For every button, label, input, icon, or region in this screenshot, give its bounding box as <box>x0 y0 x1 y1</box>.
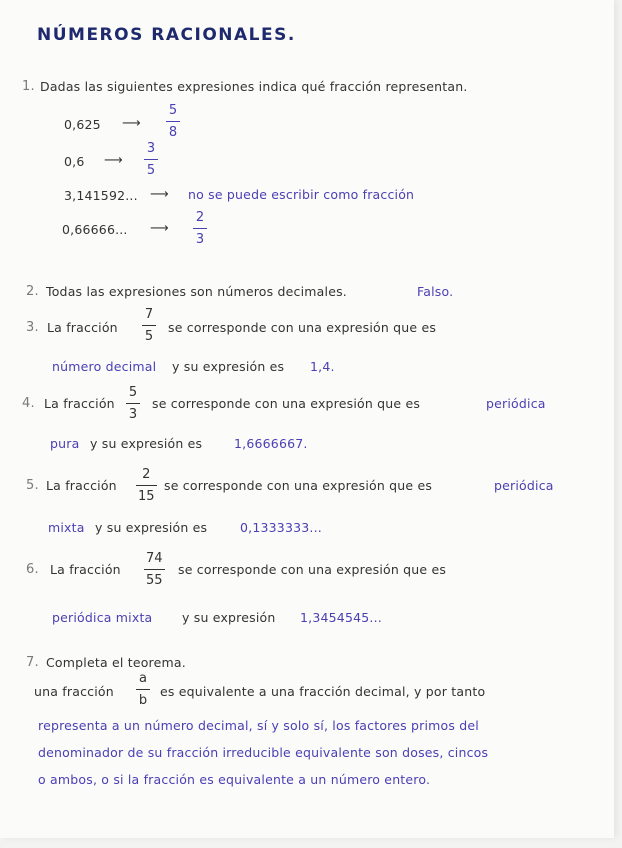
question-6-value: 1,3454545... <box>300 610 382 625</box>
question-2-number: 2. <box>26 284 39 299</box>
question-6-mid: y su expresión <box>182 610 276 625</box>
arrow-icon: ⟶ <box>150 187 169 202</box>
question-5-mid: y su expresión es <box>95 520 208 535</box>
question-3-type: número decimal <box>52 359 157 374</box>
question-4-type-a: periódica <box>486 396 546 411</box>
decimal-2: 0,6 <box>64 154 85 169</box>
question-4-mid: y su expresión es <box>90 436 203 451</box>
fraction-numerator: a <box>139 671 147 686</box>
fraction-answer-1 <box>166 103 180 140</box>
fraction-answer-2 <box>144 141 158 178</box>
question-4-rest: se corresponde con una expresión que es <box>152 396 421 411</box>
question-4-lead: La fracción <box>44 396 115 411</box>
question-7-prompt: Completa el teorema. <box>46 655 186 670</box>
fraction-denominator: 15 <box>138 489 155 504</box>
question-2-text: Todas las expresiones son números decimales. <box>46 284 347 299</box>
theorem-line-4: o ambos, o si la fracción es equivalente a un número entero. <box>38 772 431 787</box>
decimal-1: 0,625 <box>64 117 101 132</box>
question-6-fraction <box>144 551 165 588</box>
question-6-type: periódica mixta <box>52 610 153 625</box>
page-title: NÚMEROS RACIONALES. <box>37 25 296 45</box>
question-5-fraction <box>136 467 157 504</box>
question-4-number: 4. <box>22 396 35 411</box>
decimal-4: 0,66666... <box>62 222 128 237</box>
question-2-answer: Falso. <box>417 284 454 299</box>
decimal-3: 3,141592... <box>64 188 138 203</box>
question-1-number: 1. <box>22 79 35 94</box>
fraction-numerator: 3 <box>146 141 156 156</box>
question-4-value: 1,6666667. <box>234 436 308 451</box>
question-5-number: 5. <box>26 478 39 493</box>
theorem-line-1b: es equivalente a una fracción decimal, y por tanto <box>160 684 486 699</box>
fraction-numerator: 5 <box>168 103 178 118</box>
question-6-rest: se corresponde con una expresión que es <box>178 562 447 577</box>
theorem-line-3: denominador de su fracción irreducible equivalente son doses, cincos <box>38 745 489 760</box>
fraction-answer-4 <box>193 210 207 247</box>
question-3-mid: y su expresión es <box>172 359 285 374</box>
question-6-lead: La fracción <box>50 562 121 577</box>
fraction-denominator: 5 <box>146 163 156 178</box>
fraction-denominator: 8 <box>168 125 178 140</box>
question-4-type-b: pura <box>50 436 80 451</box>
fraction-denominator: b <box>138 693 148 708</box>
question-5-rest: se corresponde con una expresión que es <box>164 478 433 493</box>
question-3-lead: La fracción <box>47 320 118 335</box>
question-3-fraction <box>142 307 156 344</box>
question-7-number: 7. <box>26 655 39 670</box>
arrow-icon: ⟶ <box>122 116 141 131</box>
fraction-numerator: 2 <box>195 210 205 225</box>
theorem-fraction <box>136 671 150 708</box>
question-5-lead: La fracción <box>46 478 117 493</box>
fraction-numerator: 2 <box>142 467 151 482</box>
question-3-value: 1,4. <box>310 359 335 374</box>
theorem-line-2: representa a un número decimal, sí y solo sí, los factores primos del <box>38 718 479 733</box>
fraction-denominator: 3 <box>128 407 138 422</box>
fraction-numerator: 7 <box>144 307 154 322</box>
fraction-denominator: 3 <box>195 232 205 247</box>
fraction-denominator: 55 <box>146 573 163 588</box>
theorem-line-1a: una fracción <box>34 684 114 699</box>
question-5-type-b: mixta <box>48 520 85 535</box>
fraction-numerator: 74 <box>146 551 163 566</box>
fraction-denominator: 5 <box>144 329 154 344</box>
answer-3-text: no se puede escribir como fracción <box>188 187 415 202</box>
question-3-number: 3. <box>26 320 39 335</box>
arrow-icon: ⟶ <box>150 221 169 236</box>
question-4-fraction <box>126 385 140 422</box>
question-1-prompt: Dadas las siguientes expresiones indica qué fracción representan. <box>40 79 468 94</box>
question-5-type-a: periódica <box>494 478 554 493</box>
arrow-icon: ⟶ <box>104 153 123 168</box>
question-5-value: 0,1333333... <box>240 520 322 535</box>
question-6-number: 6. <box>26 562 39 577</box>
question-3-rest: se corresponde con una expresión que es <box>168 320 437 335</box>
fraction-numerator: 5 <box>128 385 138 400</box>
